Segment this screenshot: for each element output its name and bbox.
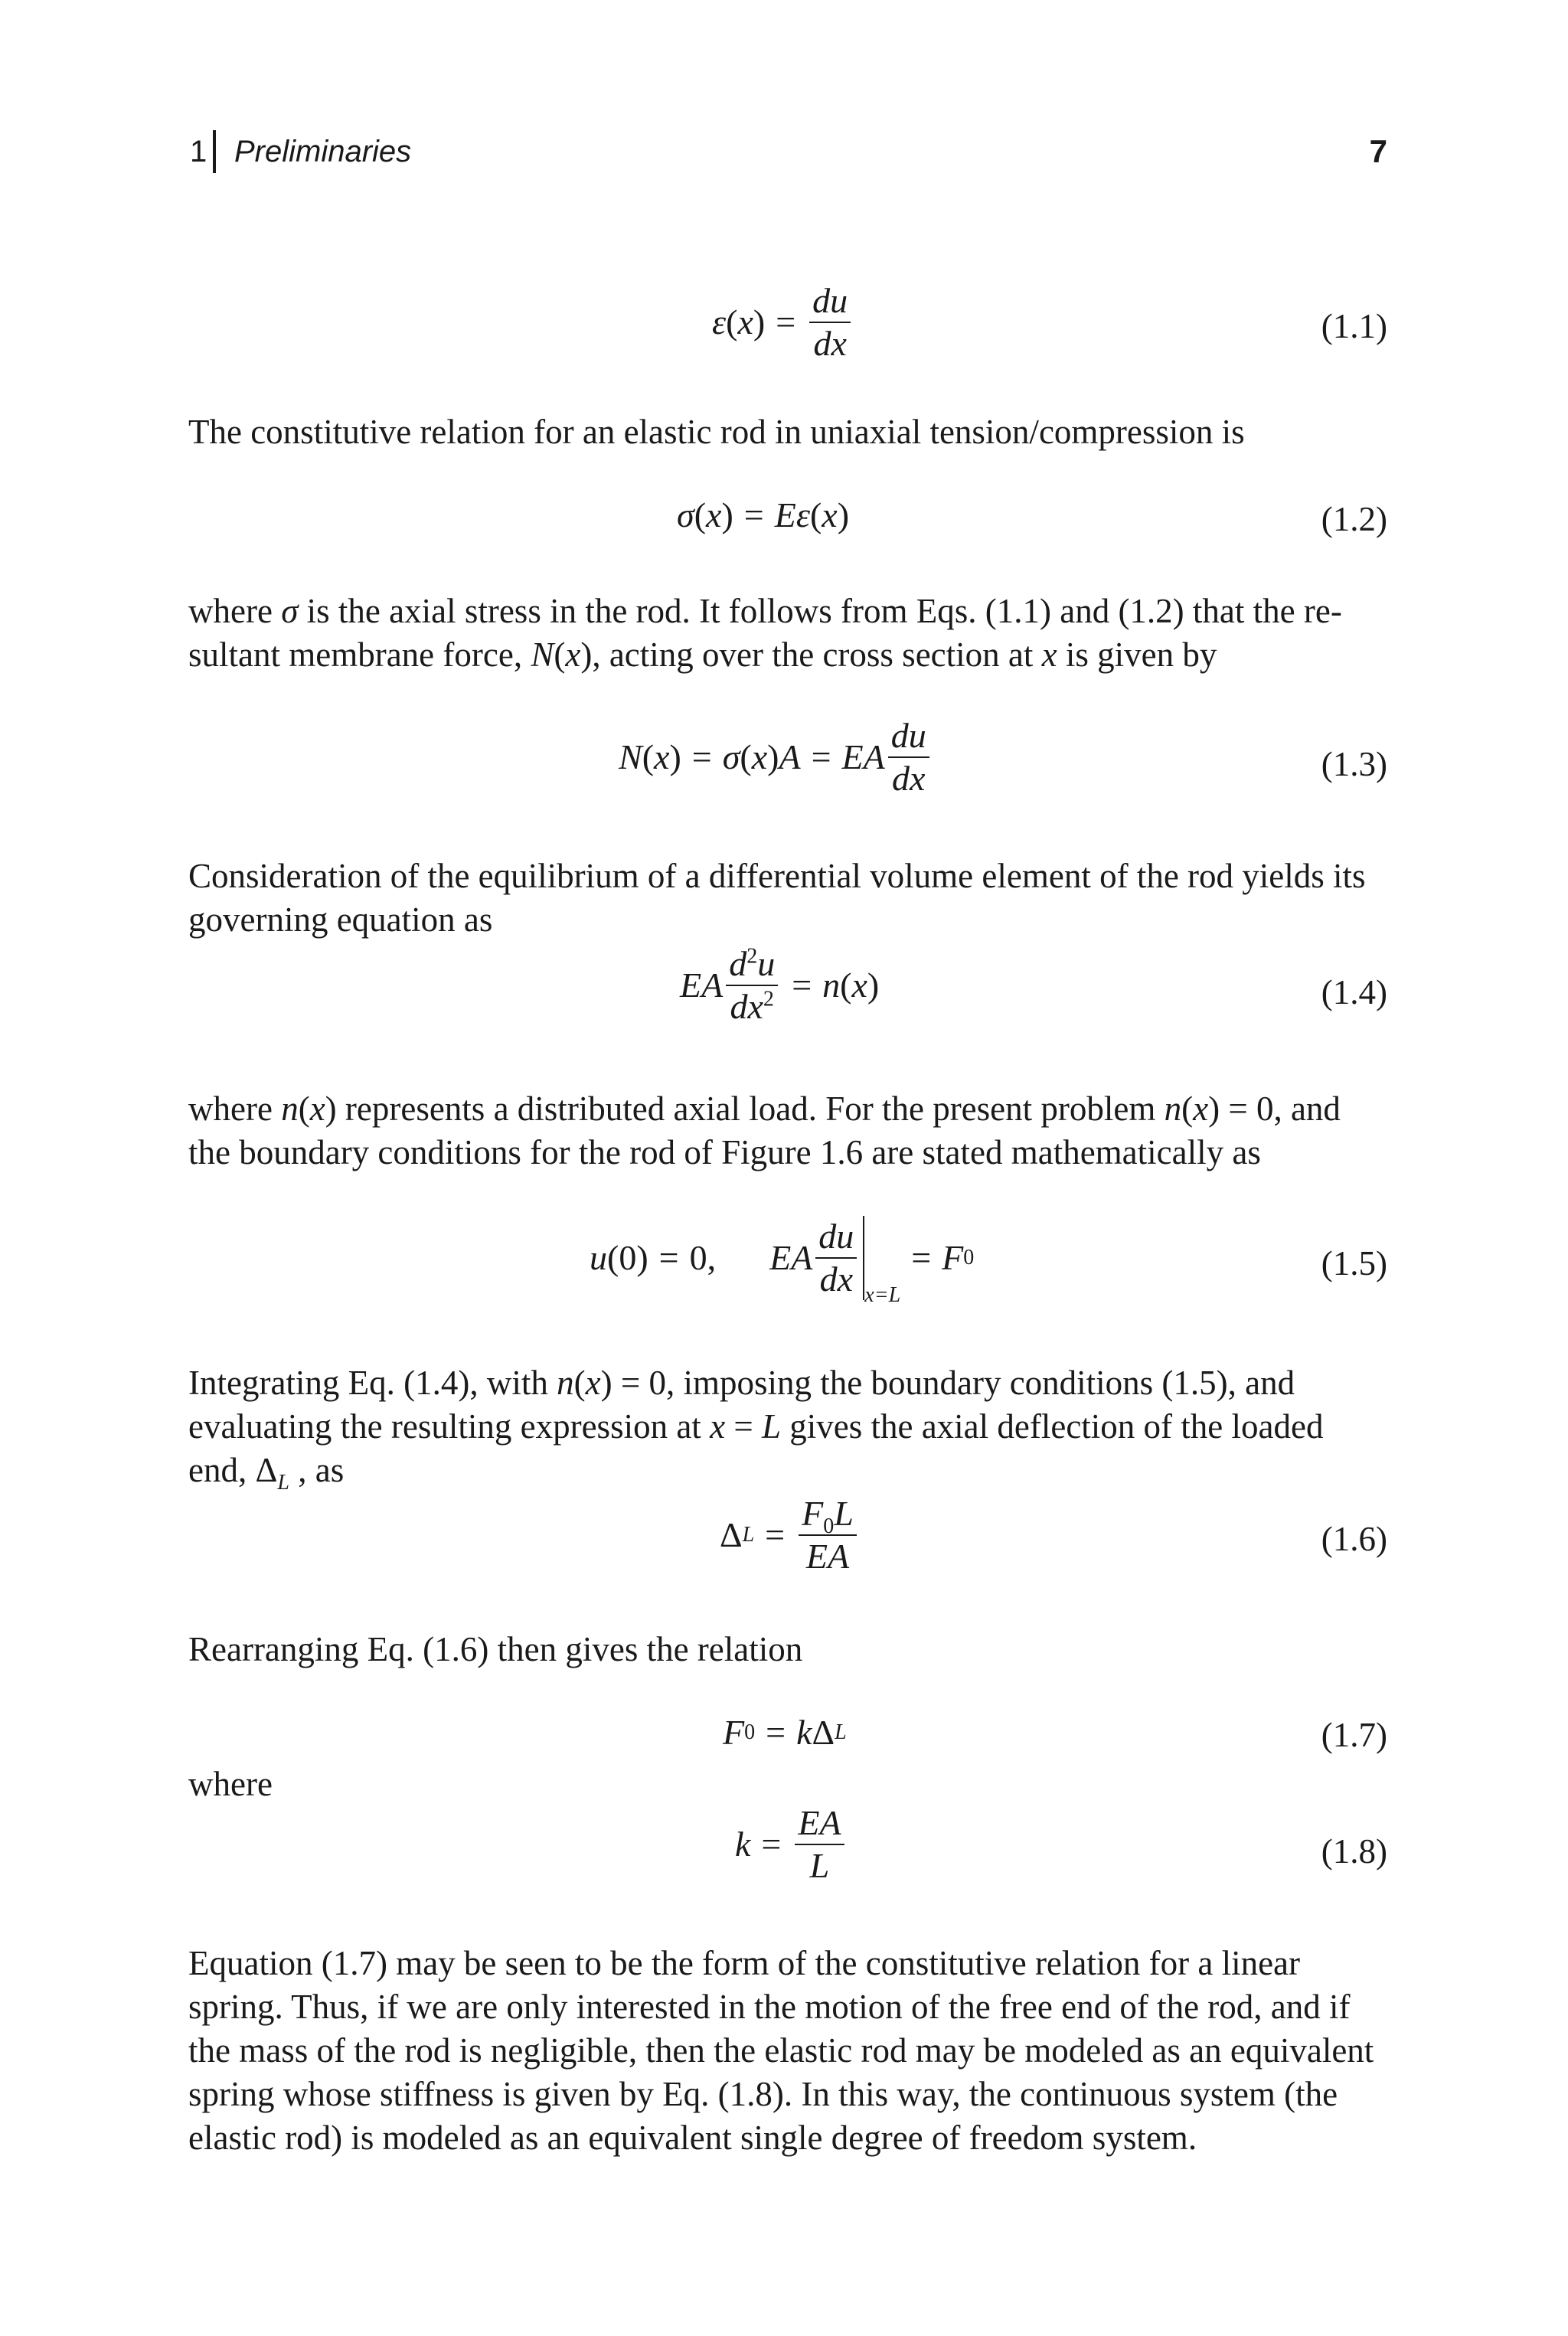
paragraph-integrating: Integrating Eq. (1.4), with n(x) = 0, imposing the boundary conditions (1.5), and evaluating the resulting expression at x = L gives the axial deflection of the loaded end, $\Delta_L$ , as (188, 1364, 1324, 1495)
equation-number-1-7: (1.7) (1321, 1716, 1387, 1754)
paragraph-where: where (188, 1765, 273, 1803)
equation-number-1-8: (1.8) (1321, 1832, 1387, 1870)
equation-1-8: k = $\frac{EA}{L}$ (735, 1805, 848, 1884)
header-divider (213, 130, 216, 173)
equation-1-1: ε ( x ) = $\frac{du}{dx}$ (712, 283, 854, 361)
paragraph-distributed-load: where n(x) represents a distributed axial load. For the present problem n(x) = 0, and the boundary conditions for the rod of Figure 1.6 are stated mathematically as (188, 1090, 1341, 1171)
paragraph-constitutive (188, 410, 1387, 454)
equation-number-1-4: (1.4) (1321, 973, 1387, 1011)
paragraph-rearranging: Rearranging Eq. (1.6) then gives the relation (188, 1630, 803, 1668)
paragraph-axial-stress: where σ is the axial stress in the rod. It follows from Eqs. (1.1) and (1.2) that the re- sultant membrane force, N(x), acting over the cross section at x is given by (188, 592, 1342, 674)
equation-1-5: u (0) = 0, EA $\frac{du}{dx}$ x=L = F 0 (590, 1217, 975, 1307)
equation-number-1-5: (1.5) (1321, 1244, 1387, 1282)
paragraph-equilibrium: Consideration of the equilibrium of a differential volume element of the rod yields its governing equation as (188, 857, 1366, 939)
chapter-number: 1 (190, 135, 207, 168)
equation-1-4: EA $\frac{d^2u}{dx^2}$ = n ( x ) (680, 944, 880, 1026)
equation-number-1-3: (1.3) (1321, 745, 1387, 783)
paragraph-line: The constitutive relation for an elastic rod in uniaxial tension/compression is (188, 413, 1245, 451)
equation-number-1-1: (1.1) (1321, 307, 1387, 345)
equation-number-1-2: (1.2) (1321, 500, 1387, 538)
page-number: 7 (1369, 133, 1387, 169)
equation-1-3: N ( x ) = σ ( x ) A = EA $\frac{du}{dx}$ (619, 718, 933, 796)
equation-1-2: σ ( x ) = Eε ( x ) (677, 495, 850, 534)
paragraph-equivalent-spring: Equation (1.7) may be seen to be the form of the constitutive relation for a linear spring. Thus, if we are only interested in the motion of the free end of the rod, and if the mass of the rod is negligible, then the elastic rod may be modeled as an equivalent spring whose stiffness is given by Eq. (1.8). In this way, the continuous system (the elastic rod) is modeled as an equivalent single degree of freedom system. (188, 1944, 1374, 2157)
equation-1-7: F 0 = k Δ L (723, 1713, 847, 1752)
equation-1-6: Δ L = $\frac{F_0L}{EA}$ (720, 1496, 860, 1574)
chapter-title: Preliminaries (234, 135, 412, 168)
equation-number-1-6: (1.6) (1321, 1520, 1387, 1558)
